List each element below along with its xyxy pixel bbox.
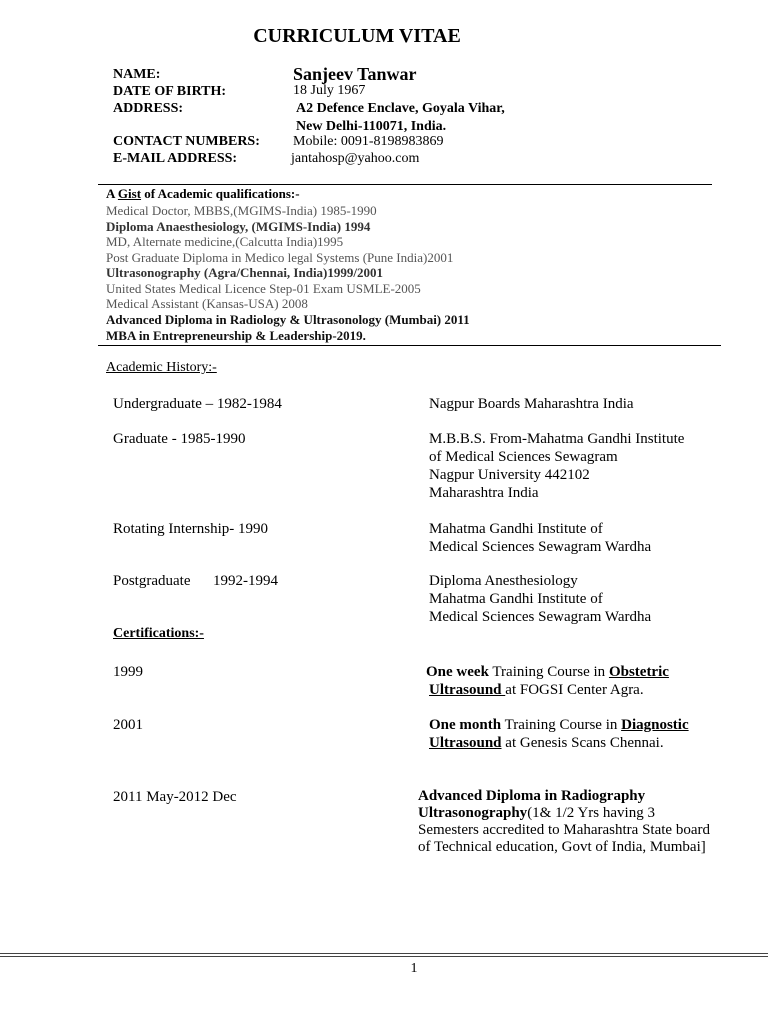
gist-item: Medical Doctor, MBBS,(MGIMS-India) 1985-1990 [106, 203, 377, 218]
cert-duration: One week [426, 664, 489, 680]
academic-detail [429, 430, 684, 502]
academic-period: Postgraduate 1992-1994 [113, 573, 278, 589]
email-value: jantahosp@yahoo.com [291, 151, 420, 166]
academic-detail-line: Medical Sciences Sewagram Wardha [429, 609, 652, 625]
footer-rule-bottom [0, 956, 768, 957]
cert-title: Advanced Diploma in Radiography [418, 788, 646, 804]
gist-item: Ultrasonography (Agra/Chennai, India)1999/2001 [106, 265, 383, 280]
academic-detail [429, 395, 634, 413]
gist-item: Medical Assistant (Kansas-USA) 2008 [106, 296, 308, 311]
academic-period: Rotating Internship- 1990 [113, 521, 268, 537]
cert-text: Training Course in [488, 664, 609, 680]
academic-detail-line: Maharashtra India [429, 485, 539, 501]
cert-text: at FOGSI Center Agra. [505, 682, 644, 698]
dob-value: 18 July 1967 [293, 83, 366, 98]
address-label: ADDRESS: [113, 101, 184, 116]
cert-subject: Diagnostic [621, 717, 689, 733]
academic-detail-line: Nagpur University 442102 [429, 467, 590, 483]
cert-text: Semesters accredited to Maharashtra State board [418, 822, 710, 838]
academic-detail-line: Diploma Anesthesiology [429, 573, 578, 589]
page-number: 1 [410, 961, 418, 976]
cert-text: Training Course in [501, 717, 622, 733]
cert-text: at Genesis Scans Chennai. [501, 735, 664, 751]
academic-detail [429, 572, 651, 626]
cert-subject: Ultrasonography [418, 805, 528, 821]
academic-detail-line: of Medical Sciences Sewagram [429, 449, 618, 465]
academic-period: Undergraduate – 1982-1984 [113, 396, 282, 412]
gist-item: Advanced Diploma in Radiology & Ultrasonology (Mumbai) 2011 [106, 312, 470, 327]
certification-year: 2001 [113, 717, 143, 733]
certification-year: 1999 [113, 664, 143, 680]
academic-period: Graduate - 1985-1990 [113, 431, 246, 447]
address-line-1: A2 Defence Enclave, Goyala Vihar, [296, 101, 505, 116]
footer-rule-top [0, 953, 768, 954]
dob-label: DATE OF BIRTH: [113, 84, 227, 99]
gist-heading [106, 186, 300, 202]
email-label: E-MAIL ADDRESS: [113, 151, 238, 166]
gist-item: MBA in Entrepreneurship & Leadership-2019. [106, 328, 366, 343]
gist-item: United States Medical Licence Step-01 Exam USMLE-2005 [106, 281, 421, 296]
certification-detail [418, 788, 710, 856]
gist-heading-prefix: A [106, 186, 118, 201]
gist-heading-suffix: of Academic qualifications:- [141, 186, 300, 201]
academic-detail-line: Medical Sciences Sewagram Wardha [429, 539, 652, 555]
academic-detail-line: Mahatma Gandhi Institute of [429, 521, 603, 537]
academic-detail-line: Mahatma Gandhi Institute of [429, 591, 603, 607]
gist-item: MD, Alternate medicine,(Calcutta India)1995 [106, 234, 344, 249]
contact-label: CONTACT NUMBERS: [113, 134, 260, 149]
contact-value: Mobile: 0091-8198983869 [293, 134, 444, 149]
cert-text: (1& 1/2 Yrs having 3 [527, 805, 655, 821]
address-line-2: New Delhi-110071, India. [296, 119, 447, 134]
academic-detail-line: Nagpur Boards Maharashtra India [429, 396, 634, 412]
name-value: Sanjeev Tanwar [293, 64, 417, 84]
document-title: CURRICULUM VITAE [253, 25, 461, 47]
gist-item: Post Graduate Diploma in Medico legal Systems (Pune India)2001 [106, 250, 454, 265]
cert-subject: Ultrasound [429, 735, 502, 751]
academic-detail [429, 520, 651, 556]
section-divider-bottom [98, 345, 721, 346]
certification-detail [429, 716, 689, 752]
cert-text: of Technical education, Govt of India, Mumbai] [418, 839, 706, 855]
gist-heading-underlined: Gist [117, 186, 142, 201]
academic-detail-line: M.B.B.S. From-Mahatma Gandhi Institute [429, 431, 685, 447]
gist-item: Diploma Anaesthesiology, (MGIMS-India) 1994 [106, 219, 371, 234]
cert-duration: One month [429, 717, 502, 733]
cert-subject: Obstetric [608, 664, 669, 680]
certification-detail [426, 663, 669, 699]
cert-subject: Ultrasound [429, 682, 506, 698]
certifications-heading: Certifications:- [113, 626, 204, 641]
section-divider-top [98, 184, 712, 185]
academic-history-heading: Academic History:- [106, 360, 217, 375]
certification-year: 2011 May-2012 Dec [113, 789, 237, 805]
name-label: NAME: [113, 67, 161, 82]
